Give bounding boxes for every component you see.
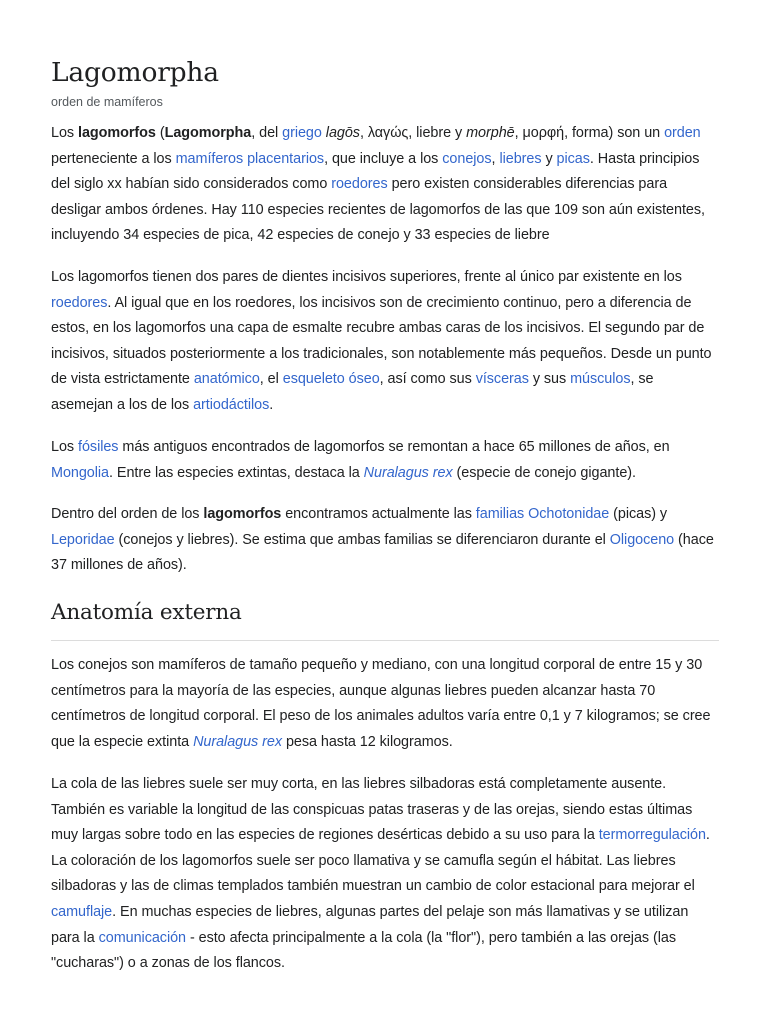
text: encontramos actualmente las bbox=[281, 506, 476, 522]
link-comunicacion[interactable]: comunicación bbox=[98, 929, 186, 946]
link-anatomico[interactable]: anatómico bbox=[193, 371, 260, 388]
text: más antiguos encontrados de lagomorfos se remontan a hace 65 millones de años, en bbox=[118, 439, 670, 455]
paragraph-familias bbox=[51, 502, 719, 579]
text: , que incluye a los bbox=[324, 150, 443, 167]
text: . Al igual que en los roedores, los incisivos son de crecimiento continuo, pero a diferencia de estos, en los lagomorfos una capa de esmalte recubre ambas caras de los incisivos. El segundo par de incisivos, situados posteriormente a los tradicionales, son notablemente más pequeños. Desde un punto de vista estrictamente bbox=[51, 294, 712, 388]
paragraph-cola bbox=[51, 772, 719, 977]
link-griego[interactable]: griego bbox=[282, 125, 322, 141]
text: Los bbox=[51, 439, 79, 455]
italic-term: morphē bbox=[466, 125, 515, 141]
link-liebres[interactable]: liebres bbox=[499, 150, 542, 167]
text: Los lagomorfos tienen dos pares de dientes incisivos superiores, frente al único par existente en los bbox=[51, 269, 682, 285]
text: , bbox=[491, 150, 500, 167]
link-familias[interactable]: familias bbox=[475, 506, 525, 522]
link-mongolia[interactable]: Mongolia bbox=[51, 464, 109, 481]
link-visceras[interactable]: vísceras bbox=[475, 371, 529, 388]
link-esqueleto-oseo[interactable]: esqueleto óseo bbox=[282, 371, 380, 388]
link-termorregulacion[interactable]: termorregulación bbox=[598, 827, 706, 844]
text: , así como sus bbox=[379, 371, 476, 388]
text: - esto afecta principalmente a la cola (la "flor"), pero también a las orejas (las "cucharas") o a zonas de los flancos. bbox=[51, 929, 676, 972]
text: , se asemejan a los de los bbox=[51, 371, 654, 413]
text: Dentro del orden de los bbox=[51, 506, 204, 522]
section-heading-anatomia: Anatomía externa bbox=[51, 597, 719, 641]
link-nuralagus-rex[interactable]: Nuralagus rex bbox=[193, 733, 282, 750]
text: . La coloración de los lagomorfos suele ser poco llamativa y se camufla según el hábitat. Las liebres silbadoras y las de climas templados también muestran un cambio de color estacional para mejorar el bbox=[51, 827, 710, 895]
text: Los conejos son mamíferos de tamaño pequeño y mediano, con una longitud corporal de entre 15 y 30 centímetros para la mayoría de las especies, aunque algunas liebres pueden alcanzar hasta 70 centímetros de longitud corporal. El peso de los animales adultos varía entre 0,1 y 7 kilogramos; se cree que la especie extinta bbox=[51, 657, 711, 750]
page-title: Lagomorpha bbox=[51, 57, 219, 88]
text: . Hasta principios del siglo xx habían sido considerados como bbox=[51, 150, 700, 193]
link-ochotonidae[interactable]: Ochotonidae bbox=[528, 506, 610, 522]
text: , μορφή, forma) son un bbox=[514, 125, 665, 141]
text: (especie de conejo gigante). bbox=[452, 464, 636, 481]
link-camuflaje[interactable]: camuflaje bbox=[51, 903, 113, 920]
text: (hace 37 millones de años). bbox=[51, 531, 714, 574]
italic-term: lagōs bbox=[325, 125, 360, 141]
text: . Entre las especies extintas, destaca la bbox=[109, 464, 364, 481]
text: (conejos y liebres). Se estima que ambas familias se diferenciaron durante el bbox=[114, 531, 610, 548]
link-nuralagus-rex[interactable]: Nuralagus rex bbox=[363, 464, 453, 481]
link-conejos[interactable]: conejos bbox=[442, 150, 492, 167]
link-orden[interactable]: orden bbox=[664, 125, 701, 141]
paragraph-intro bbox=[51, 121, 719, 249]
page-subtitle: orden de mamíferos bbox=[51, 95, 163, 109]
paragraph-dientes bbox=[51, 265, 719, 419]
bold-term: lagomorfos bbox=[78, 125, 156, 141]
text: , del bbox=[251, 125, 283, 141]
text: y sus bbox=[528, 371, 571, 388]
link-roedores[interactable]: roedores bbox=[51, 294, 108, 311]
link-leporidae[interactable]: Leporidae bbox=[51, 531, 115, 548]
text: . bbox=[269, 396, 274, 413]
link-artiodactilos[interactable]: artiodáctilos bbox=[193, 396, 270, 413]
text: pesa hasta 12 kilogramos. bbox=[282, 733, 453, 750]
link-oligoceno[interactable]: Oligoceno bbox=[609, 531, 675, 548]
paragraph-tamano bbox=[51, 653, 719, 755]
text: (picas) y bbox=[609, 506, 668, 522]
text: , el bbox=[259, 371, 283, 388]
bold-term: lagomorfos bbox=[203, 506, 282, 522]
link-musculos[interactable]: músculos bbox=[570, 371, 631, 388]
text: pero existen considerables diferencias para desligar ambos órdenes. Hay 110 especies recientes de lagomorfos de las que 109 son aún existentes, incluyendo 34 especies de pica, 42 especies de conejo y 33 especies de liebre bbox=[51, 176, 705, 244]
bold-term: Lagomorpha bbox=[164, 125, 252, 141]
text: ( bbox=[155, 125, 165, 141]
text: y bbox=[541, 150, 557, 167]
text: La cola de las liebres suele ser muy corta, en las liebres silbadoras está completamente ausente. También es variable la longitud de las conspicuas patas traseras y de las orejas, siendo estas últimas muy largas sobre todo en las especies de regiones desérticas debido a su uso para la bbox=[51, 776, 693, 844]
text: , λαγώς, liebre y bbox=[359, 125, 467, 141]
link-roedores[interactable]: roedores bbox=[331, 176, 388, 193]
text: Los bbox=[51, 125, 79, 141]
link-mamiferos-placentarios[interactable]: mamíferos placentarios bbox=[175, 150, 325, 167]
paragraph-fosiles bbox=[51, 435, 719, 486]
link-fosiles[interactable]: fósiles bbox=[78, 439, 119, 455]
link-picas[interactable]: picas bbox=[556, 150, 590, 167]
text: . En muchas especies de liebres, algunas partes del pelaje son más llamativas y se utilizan para la bbox=[51, 903, 689, 946]
text: perteneciente a los bbox=[51, 150, 176, 167]
